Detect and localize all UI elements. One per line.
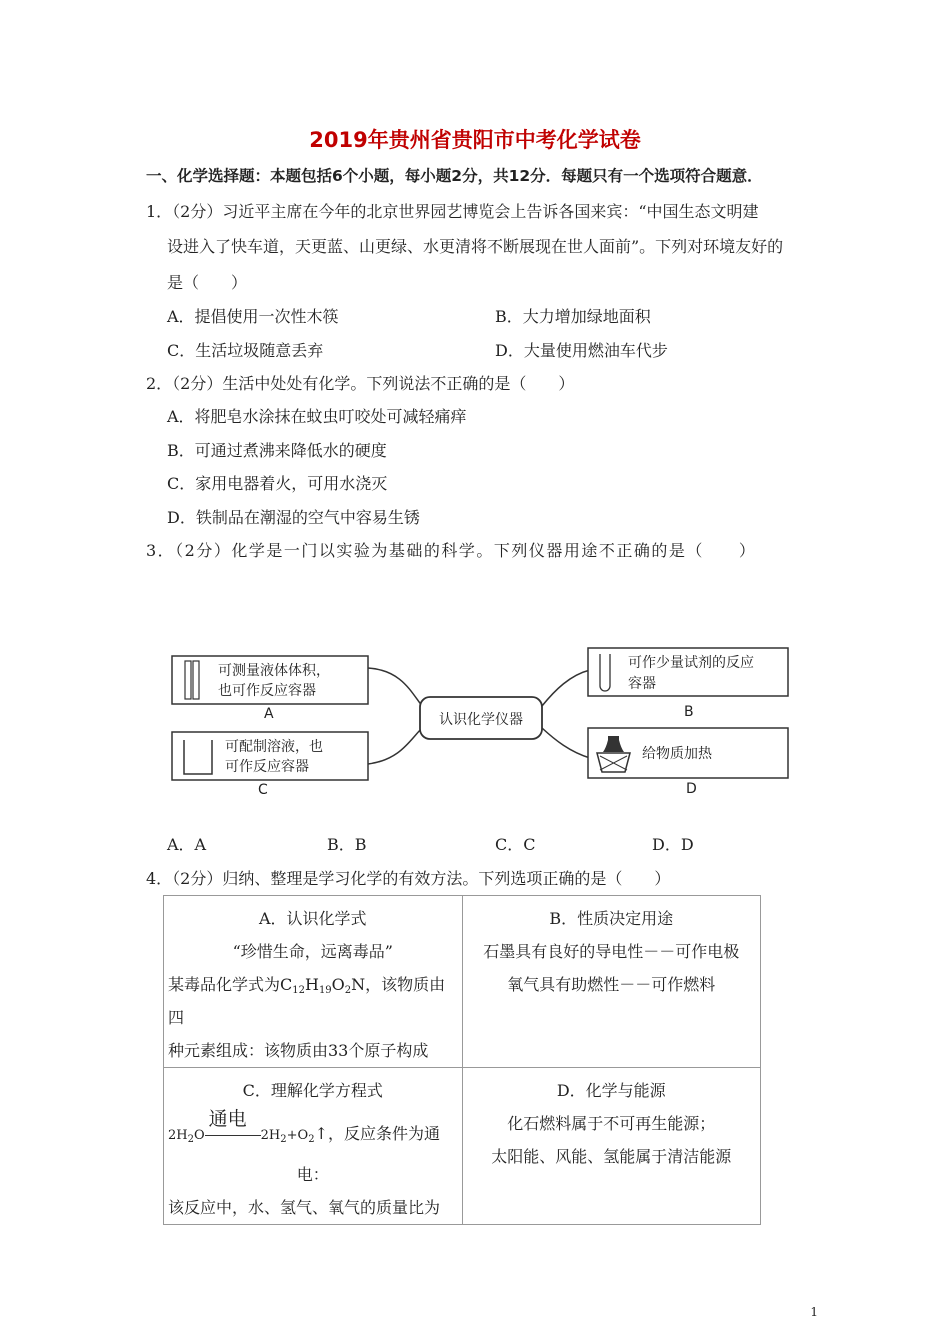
box-a-label: A [264,706,274,722]
q1-option-b: B．大力增加绿地面积 [495,307,651,326]
q4-cell-d [462,1068,761,1225]
cell-b-line2: 氧气具有助燃性－－可作燃料 [507,975,716,994]
page-title: 2019年贵州省贵阳市中考化学试卷 [309,128,641,152]
box-d-label: D [686,781,697,797]
cell-c-heading: C．理解化学方程式 [242,1081,383,1100]
q2-stem: 2．（2分）生活中处处有化学。下列说法不正确的是（ ） [146,374,575,393]
cell-a-line2: 某毒品化学式为$C_{12}H_{19}O_2N$，该物质由四 [168,975,446,1027]
q4-stem: 4．（2分）归纳、整理是学习化学的有效方法。下列选项正确的是（ ） [146,869,671,888]
section-heading: 一、化学选择题：本题包括6个小题，每小题2分，共12分．每题只有一个选项符合题意． [146,167,763,185]
q3-option-c: C．C [495,835,536,854]
q4-options-table [163,895,761,1225]
cell-b-line1: 石墨具有良好的导电性－－可作电极 [483,942,740,961]
reaction-condition: 通电 [205,1125,261,1145]
q1-line1: 1．（2分）习近平主席在今年的北京世界园艺博览会上告诉各国来宾：“中国生态文明建 [146,202,759,221]
box-c-line1: 可配制溶液，也 [225,739,323,755]
q1-line3: 是（ ） [167,273,248,292]
q4-cell-c [164,1068,463,1225]
q1-option-c: C．生活垃圾随意丢弃 [167,341,324,360]
cell-c-line3: 该反应中，水、氢气、氧气的质量比为 [168,1198,441,1217]
cell-a-heading: A．认识化学式 [258,909,367,928]
cell-c-line2: 电： [296,1165,329,1184]
box-a-line1: 可测量液体体积， [218,663,330,679]
box-d-line1: 给物质加热 [642,746,712,762]
q4-cell-b [462,896,761,1068]
q3-option-b: B．B [327,835,367,854]
center-label: 认识化学仪器 [439,712,523,728]
cell-c-equation: $2H_2O$ 通电 $2H_2+O_2↑$，反应条件为通 [168,1107,440,1145]
connector-c [368,728,422,764]
page-number: 1 [810,1305,818,1319]
cell-d-line1: 化石燃料属于不可再生能源； [507,1114,716,1133]
q3-stem: 3．（2分）化学是一门以实验为基础的科学。下列仪器用途不正确的是（ ） [146,541,757,560]
cell-d-line2: 太阳能、风能、氢能属于清洁能源 [491,1147,732,1166]
q2-option-b: B．可通过煮沸来降低水的硬度 [167,441,387,460]
q2-option-d: D．铁制品在潮湿的空气中容易生锈 [167,508,420,527]
q2-option-a: A．将肥皂水涂抹在蚊虫叮咬处可减轻痛痒 [167,407,467,426]
q1-option-d: D．大量使用燃油车代步 [495,341,668,360]
box-b-line1: 可作少量试剂的反应 [628,655,754,671]
connector-d [542,728,590,758]
instrument-concept-diagram [160,640,800,810]
box-b-label: B [684,704,694,720]
cell-a-line1: “珍惜生命，远离毒品” [232,942,393,961]
box-b-line2: 容器 [628,676,656,692]
q2-option-c: C．家用电器着火，可用水浇灭 [167,474,388,493]
q4-cell-a [164,896,463,1068]
box-c-line2: 可作反应容器 [225,759,309,775]
connector-b [542,670,590,706]
q3-option-a: A．A [167,835,207,854]
cell-d-heading: D．化学与能源 [556,1081,666,1100]
cell-b-heading: B．性质决定用途 [549,909,674,928]
q1-line2: 设进入了快车道，天更蓝、山更绿、水更清将不断展现在世人面前”。下列对环境友好的 [167,237,784,256]
cell-a-line3: 种元素组成：该物质由33个原子构成 [168,1041,429,1060]
q1-option-a: A．提倡使用一次性木筷 [167,307,339,326]
box-c-label: C [258,782,268,798]
q3-option-d: D．D [652,835,694,854]
connector-a [368,668,422,706]
box-a-line2: 也可作反应容器 [218,683,316,699]
